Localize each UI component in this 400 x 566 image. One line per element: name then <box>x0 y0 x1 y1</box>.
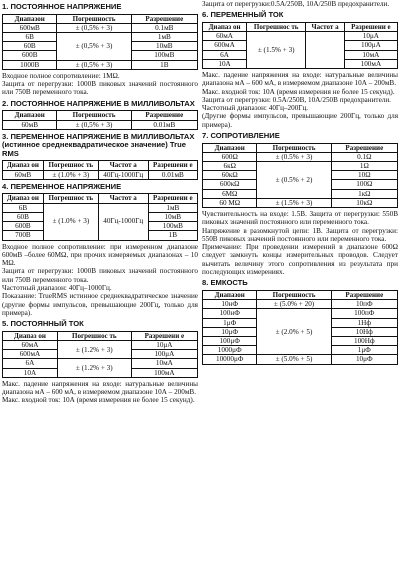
col-header: Погрешнос ть <box>247 22 306 31</box>
resolution-cell: 100Ω <box>331 180 397 189</box>
range-cell: 60кΩ <box>203 171 257 180</box>
resolution-cell: 1Ω <box>331 161 397 170</box>
range-cell: 10А <box>203 59 247 68</box>
range-cell: 1000В <box>3 60 57 69</box>
error-cell: ± (5.0% + 20) <box>257 300 331 309</box>
left-column <box>2 0 198 405</box>
range-cell: 60мВ <box>3 120 57 129</box>
col-header: Разрешение <box>331 143 397 152</box>
range-cell: 600В <box>3 51 57 60</box>
col-header: Диапаз он <box>203 22 247 31</box>
resolution-cell: 1В <box>148 231 197 240</box>
frequency-cell <box>306 32 344 69</box>
frequency-cell: 40Гц-1000Гц <box>98 203 148 240</box>
resolution-cell: 100μА <box>131 350 197 359</box>
col-header: Диапаз он <box>3 194 44 203</box>
resolution-cell: 1Нф <box>331 318 397 327</box>
resolution-cell: 0.1мВ <box>131 23 197 32</box>
col-header: Разрешение <box>131 14 197 23</box>
col-header: Разрешени е <box>148 194 197 203</box>
spec-text: Защита от перегрузки: 0.5А/250В, 10А/250В предохранители. <box>202 95 391 104</box>
range-cell: 10А <box>3 368 58 377</box>
col-header: Диапаз он <box>3 331 58 340</box>
ac-millivolt-table <box>2 160 198 179</box>
error-cell: ± (0.5% + 2) <box>257 161 331 198</box>
range-cell: 600Ω <box>203 152 257 161</box>
col-header: Частот а <box>306 22 344 31</box>
section-title: 8. ЕМКОСТЬ <box>202 278 248 288</box>
col-header: Диапаз он <box>3 161 44 170</box>
resolution-cell: 100пФ <box>331 309 397 318</box>
spec-text: Защита от перегрузки: 1000В пиковых значений постоянного или 750В переменного тока. <box>2 80 198 97</box>
range-cell: 60мВ <box>3 170 44 179</box>
col-header: Погрешнос ть <box>43 161 98 170</box>
range-cell: 700В <box>3 231 44 240</box>
resolution-cell: 10мВ <box>131 42 197 51</box>
col-header: Разрешение <box>331 290 397 299</box>
right-column <box>202 0 398 367</box>
error-cell: ± (1.2% + 3) <box>57 340 131 358</box>
resolution-cell: 10μФ <box>331 355 397 364</box>
spec-text: (Другие формы импульсов, превышающие 200Гц, только для примера). <box>202 112 398 129</box>
range-cell: 6В <box>3 203 44 212</box>
col-header: Диапазон <box>203 290 257 299</box>
col-header: Погрешность <box>257 290 331 299</box>
spec-text: Входное полное сопротивление: 1МΩ. <box>2 71 120 80</box>
resolution-cell: 100мА <box>131 368 197 377</box>
error-cell: ± (1.0% + 3) <box>43 203 98 240</box>
col-header: Частот а <box>98 161 148 170</box>
range-cell: 600мА <box>3 350 58 359</box>
resolution-cell: 100μА <box>344 41 397 50</box>
resolution-cell: 10кΩ <box>331 198 397 207</box>
range-cell: 1μФ <box>203 318 257 327</box>
resolution-cell: 100Нф <box>331 336 397 345</box>
error-cell: ± (0,5% + 3) <box>57 23 131 32</box>
resistance-table <box>202 143 398 208</box>
section-title: 2. ПОСТОЯННОЕ НАПРЯЖЕНИЕ В МИЛЛИВОЛЬТАХ <box>2 98 195 108</box>
resolution-cell: 0.01мВ <box>131 120 197 129</box>
col-header: Погрешнос ть <box>57 331 131 340</box>
col-header: Погрешность <box>257 143 331 152</box>
ac-voltage-table <box>2 193 198 240</box>
section-title: 1. ПОСТОЯННОЕ НАПРЯЖЕНИЕ <box>2 2 122 11</box>
spec-text: Макс. падение напряжения на входе: натуральные величины диапазона мА – 600 мА, в измеряемом диапазоне 10А – 200мВ. <box>2 379 198 397</box>
error-cell: ± (5.0% + 5) <box>257 355 331 364</box>
range-cell: 100μФ <box>203 336 257 345</box>
col-header: Погрешнос ть <box>43 194 98 203</box>
range-cell: 600В <box>3 222 44 231</box>
range-cell: 600мА <box>203 41 247 50</box>
spec-text: Примечание: При проведении измерений в диапазоне 600Ω следует замкнуть концы измерительных проводов. Следует вычитать величину этого сопротивления из результата при последующих измерениях. <box>202 243 398 277</box>
frequency-cell: 40Гц-1000Гц <box>98 170 148 179</box>
resolution-cell: 0.01мВ <box>148 170 197 179</box>
col-header: Диапазон <box>203 143 257 152</box>
spec-text: Показание: TrueRMS истинное среднеквадратическое значение (другие формы импульсов, превышающие 200Гц, только для примера). <box>2 292 198 317</box>
col-header: Погрешность <box>57 111 131 120</box>
range-cell: 600мВ <box>3 23 57 32</box>
resolution-cell: 10мА <box>131 359 197 368</box>
dc-current-table <box>2 331 198 378</box>
col-header: Разрешени е <box>148 161 197 170</box>
col-header: Разрешени е <box>131 331 197 340</box>
resolution-cell: 10Нф <box>331 327 397 336</box>
resolution-cell: 100мВ <box>148 222 197 231</box>
range-cell: 10μФ <box>203 327 257 336</box>
spec-text: Входное полное сопротивление: при измеренном диапазоне 600мВ –более 60МΩ, при прочих измеряемых диапазонах – 10 МΩ. <box>2 242 198 268</box>
error-cell: ± (1.5% + 3) <box>257 198 331 207</box>
resolution-cell: 0.1Ω <box>331 152 397 161</box>
spec-text: Частотный диапазон: 40Гц–1000Гц. <box>2 283 112 292</box>
resolution-cell: 1μФ <box>331 346 397 355</box>
resolution-cell: 1В <box>131 60 197 69</box>
resolution-cell: 1кΩ <box>331 189 397 198</box>
range-cell: 6А <box>203 50 247 59</box>
spec-text: Напряжение в разомкнутой цепи: 1В. Защита от перегрузки: 550В пиковых значений постоянного или переменного тока. <box>202 226 398 243</box>
col-header: Частот а <box>98 194 148 203</box>
resolution-cell: 100мВ <box>131 51 197 60</box>
range-cell: 1000μФ <box>203 346 257 355</box>
error-cell: ± (0,5% + 3) <box>57 33 131 61</box>
resolution-cell: 10Ω <box>331 171 397 180</box>
error-cell: ± (0.5% + 3) <box>257 152 331 161</box>
spec-text: Макс. входной ток: 10А (время измерения не более 15 секунд). <box>2 396 195 405</box>
section-title: 7. СОПРОТИВЛЕНИЕ <box>202 130 280 140</box>
resolution-cell: 1мВ <box>148 203 197 212</box>
section-title: 3. ПЕРЕМЕННОЕ НАПРЯЖЕНИЕ В МИЛЛИВОЛЬТАХ (истинное среднеквадратическое значение) True RMS <box>2 131 195 158</box>
error-cell: ± (0,5% + 3) <box>57 60 131 69</box>
range-cell: 10нФ <box>203 300 257 309</box>
range-cell: 100нФ <box>203 309 257 318</box>
range-cell: 10000μФ <box>203 355 257 364</box>
range-cell: 600кΩ <box>203 180 257 189</box>
resolution-cell: 10μА <box>344 32 397 41</box>
resolution-cell: 10мА <box>344 50 397 59</box>
range-cell: 60мА <box>3 340 58 349</box>
col-header: Диапазон <box>3 14 57 23</box>
col-header: Диапазон <box>3 111 57 120</box>
section-title: 5. ПОСТОЯННЫЙ ТОК <box>2 319 84 329</box>
range-cell: 6В <box>3 33 57 42</box>
range-cell: 6кΩ <box>203 161 257 170</box>
resolution-cell: 10мВ <box>148 212 197 221</box>
error-cell: ± (1.2% + 3) <box>57 359 131 377</box>
col-header: Разрешени е <box>344 22 397 31</box>
dc-voltage-table <box>2 14 198 70</box>
range-cell: 60мА <box>203 32 247 41</box>
section-title: 4. ПЕРЕМЕННОЕ НАПРЯЖЕНИЕ <box>2 181 122 191</box>
resolution-cell: 1мВ <box>131 33 197 42</box>
capacitance-table <box>202 290 398 365</box>
error-cell: ± (1.0% + 3) <box>43 170 98 179</box>
error-cell: ± (1.5% + 3) <box>247 32 306 69</box>
resolution-cell: 100мА <box>344 59 397 68</box>
spec-text: Макс. входной ток: 10А (время измерения не более 15 секунд). <box>202 87 395 96</box>
range-cell: 6МΩ <box>203 189 257 198</box>
spec-text: Частотный диапазон: 40Гц–200Гц. <box>202 104 309 113</box>
resolution-cell: 10μА <box>131 340 197 349</box>
ac-current-table <box>202 22 398 69</box>
dc-millivolt-table <box>2 110 198 129</box>
range-cell: 60В <box>3 42 57 51</box>
error-cell: ± (0,5% + 3) <box>57 120 131 129</box>
section-title: 6. ПЕРЕМЕННЫЙ ТОК <box>202 10 284 20</box>
range-cell: 60 МΩ <box>203 198 257 207</box>
spec-text: Защита от перегрузки:0.5А/250В, 10А/250В предохранители. <box>202 0 390 8</box>
range-cell: 60В <box>3 212 44 221</box>
col-header: Погрешность <box>57 14 131 23</box>
range-cell: 6А <box>3 359 58 368</box>
spec-text: Защита от перегрузки: 1000В пиковых значений постоянного или 750В переменного тока. <box>2 267 198 284</box>
spec-text: Макс. падение напряжения на входе: натуральные величины диапазона мА – 600 мА, в измеряемом диапазоне 10А – 200мВ. <box>202 70 398 88</box>
col-header: Разрешение <box>131 111 197 120</box>
error-cell: ± (2.0% + 5) <box>257 309 331 355</box>
spec-text: Чувствительность на входе: 1.5В. Защита от перегрузки: 550В пиковых значений постоянного или переменного тока. <box>202 210 398 227</box>
resolution-cell: 10пФ <box>331 300 397 309</box>
